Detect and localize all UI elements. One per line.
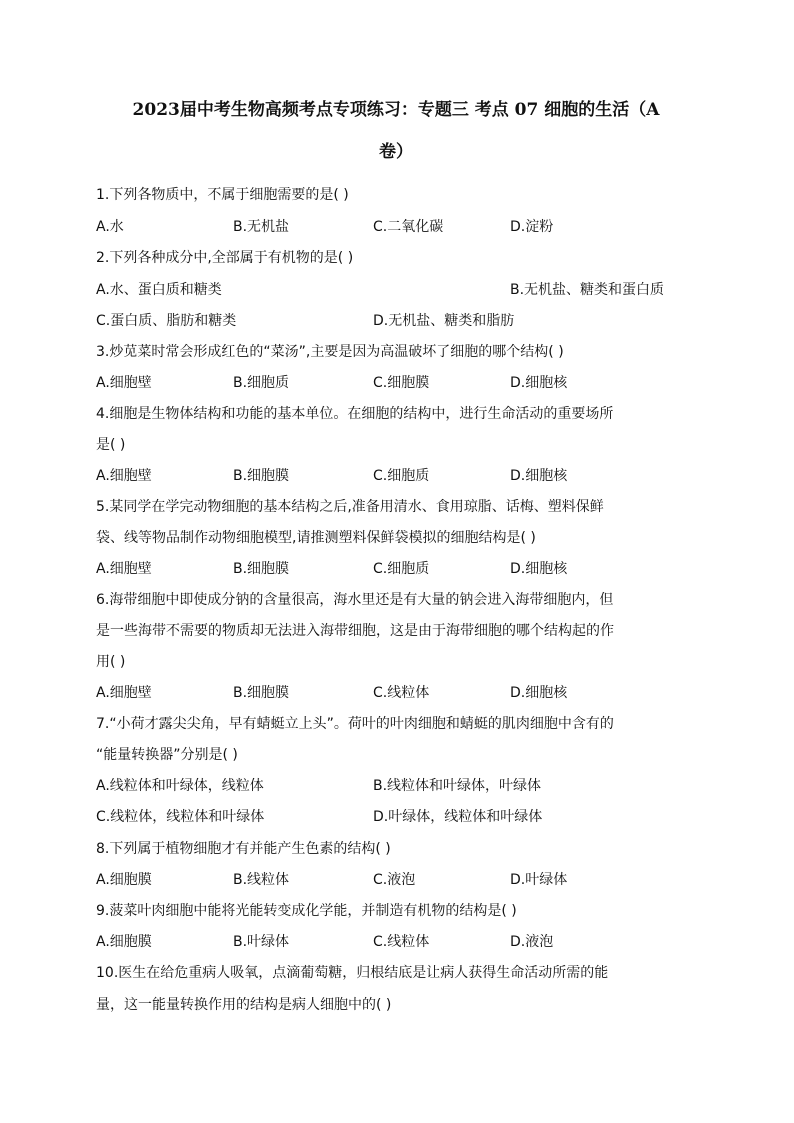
- page-title-line-1: 2023届中考生物高频考点专项练习：专题三 考点 07 细胞的生活（A: [132, 100, 660, 120]
- question-8-stem: 8.下列属于植物细胞才有并能产生色素的结构( ): [96, 841, 391, 857]
- question-2-option: A.水、蛋白质和糖类: [96, 282, 222, 298]
- question-1-option: B.无机盐: [233, 219, 290, 235]
- question-5-option: B.细胞膜: [233, 561, 290, 577]
- question-4-stem: 4.细胞是生物体结构和功能的基本单位。在细胞的结构中，进行生命活动的重要场所: [96, 406, 614, 422]
- question-9-option: A.细胞膜: [96, 934, 152, 950]
- question-5-stem: 袋、线等物品制作动物细胞模型,请推测塑料保鲜袋模拟的细胞结构是( ): [96, 530, 536, 546]
- question-1-option: D.淀粉: [510, 219, 554, 235]
- question-9-option: D.液泡: [510, 934, 554, 950]
- question-7-option: D.叶绿体，线粒体和叶绿体: [373, 809, 543, 825]
- question-5-stem: 5.某同学在学完动物细胞的基本结构之后,准备用清水、食用琼脂、话梅、塑料保鲜: [96, 499, 604, 515]
- question-5-option: A.细胞壁: [96, 561, 152, 577]
- question-3-stem: 3.炒苋菜时常会形成红色的“菜汤”,主要是因为高温破坏了细胞的哪个结构( ): [96, 344, 564, 360]
- question-9-option: C.线粒体: [373, 934, 430, 950]
- question-4-option: A.细胞壁: [96, 468, 152, 484]
- question-6-option: C.线粒体: [373, 685, 430, 701]
- question-10-stem: 量，这一能量转换作用的结构是病人细胞中的( ): [96, 997, 392, 1013]
- question-6-stem: 是一些海带不需要的物质却无法进入海带细胞，这是由于海带细胞的哪个结构起的作: [96, 623, 614, 639]
- question-4-stem: 是( ): [96, 437, 126, 453]
- question-6-option: A.细胞壁: [96, 685, 152, 701]
- question-3-option: C.细胞膜: [373, 375, 430, 391]
- question-7-option: A.线粒体和叶绿体，线粒体: [96, 778, 264, 794]
- question-8-option: B.线粒体: [233, 872, 290, 888]
- question-7-option: B.线粒体和叶绿体，叶绿体: [373, 778, 542, 794]
- question-1-option: C.二氧化碳: [373, 219, 444, 235]
- question-5-option: D.细胞核: [510, 561, 568, 577]
- question-1-stem: 1.下列各物质中，不属于细胞需要的是( ): [96, 187, 349, 203]
- question-7-stem: “能量转换器”分别是( ): [96, 747, 238, 763]
- question-6-option: B.细胞膜: [233, 685, 290, 701]
- question-3-option: D.细胞核: [510, 375, 568, 391]
- question-2-option: C.蛋白质、脂肪和糖类: [96, 313, 237, 329]
- question-8-option: D.叶绿体: [510, 872, 568, 888]
- question-3-option: A.细胞壁: [96, 375, 152, 391]
- question-7-option: C.线粒体，线粒体和叶绿体: [96, 809, 265, 825]
- question-1-option: A.水: [96, 219, 124, 235]
- question-6-stem: 6.海带细胞中即使成分钠的含量很高，海水里还是有大量的钠会进入海带细胞内，但: [96, 592, 614, 608]
- question-8-option: A.细胞膜: [96, 872, 152, 888]
- question-9-stem: 9.菠菜叶肉细胞中能将光能转变成化学能，并制造有机物的结构是( ): [96, 903, 517, 919]
- question-4-option: B.细胞膜: [233, 468, 290, 484]
- question-2-option: B.无机盐、糖类和蛋白质: [510, 282, 665, 298]
- question-2-stem: 2.下列各种成分中,全部属于有机物的是( ): [96, 250, 354, 266]
- question-7-stem: 7.“小荷才露尖尖角，早有蜻蜓立上头”。荷叶的叶肉细胞和蜻蜓的肌肉细胞中含有的: [96, 716, 614, 732]
- question-5-option: C.细胞质: [373, 561, 430, 577]
- question-8-option: C.液泡: [373, 872, 416, 888]
- question-2-option: D.无机盐、糖类和脂肪: [373, 313, 515, 329]
- question-6-stem: 用( ): [96, 654, 126, 670]
- question-10-stem: 10.医生在给危重病人吸氧，点滴葡萄糖，归根结底是让病人获得生命活动所需的能: [96, 965, 609, 981]
- page-title-line-2: 卷）: [379, 142, 413, 162]
- question-9-option: B.叶绿体: [233, 934, 290, 950]
- question-4-option: C.细胞质: [373, 468, 430, 484]
- question-3-option: B.细胞质: [233, 375, 290, 391]
- question-4-option: D.细胞核: [510, 468, 568, 484]
- question-6-option: D.细胞核: [510, 685, 568, 701]
